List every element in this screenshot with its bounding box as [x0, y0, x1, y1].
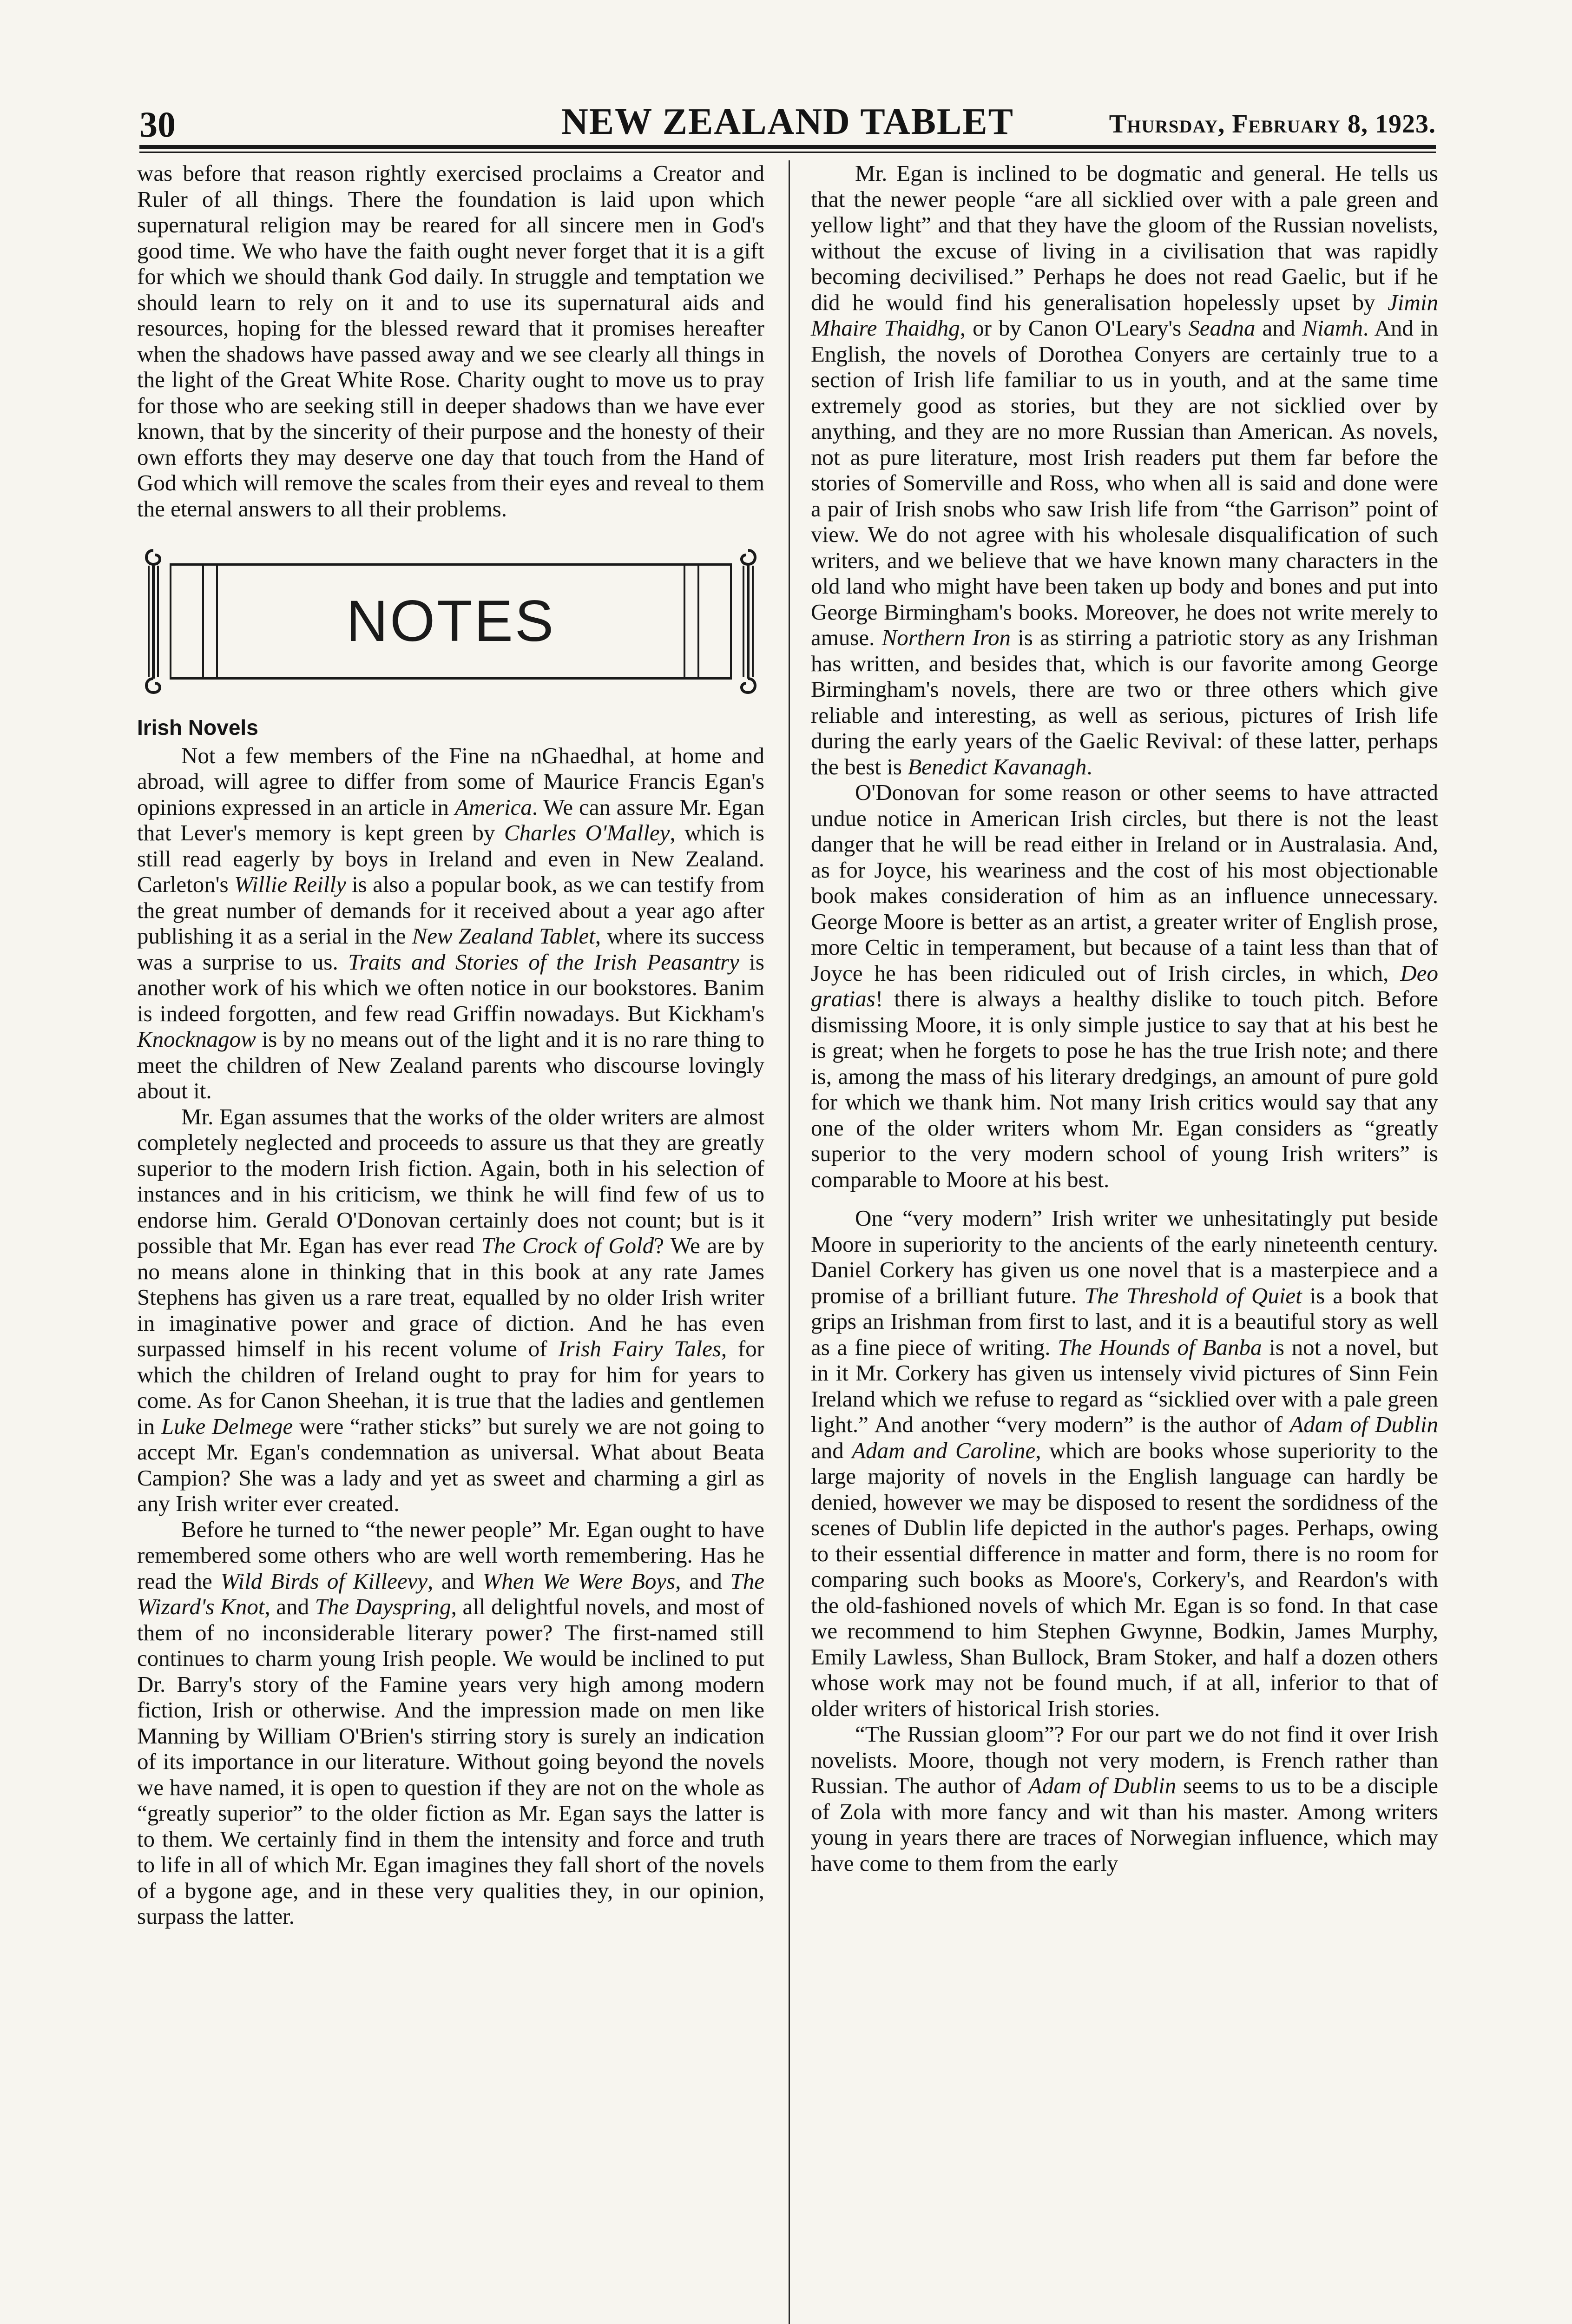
notes-banner [137, 545, 764, 698]
column-divider [789, 160, 790, 2324]
article-paragraph: Mr. Egan assumes that the works of the older writers are almost completely neglected and proceeds to assure us that they are greatly superior to the modern Irish fiction. Again, both in his selection of instances and in his criticism, we think he will find few of us to endorse him. Gerald O'Donovan certainly does not count; but is it possible that Mr. Egan has ever read The Crock of Gold? We are by no means alone in thinking that in this book at any rate James Stephens has given us a rare treat, equalled by no older Irish writer in imaginative power and grace of diction. And he has even surpassed himself in his recent volume of Irish Fairy Tales, for which the children of Ireland ought to pray for him for years to come. As for Canon Sheehan, it is true that the ladies and gentlemen in Luke Delmege were “rather sticks” but surely we are not going to accept Mr. Egan's condemnation as universal. What about Beata Campion? She was a lady and yet as sweet and charming a girl as any Irish writer ever created. [137, 1103, 764, 1516]
intro-paragraph: was before that reason rightly exercised proclaims a Creator and Ruler of all things. There the foundation is laid upon which supernatural religion may be reared for all sincere men in God's good time. We who have the faith ought never forget that it is a gift for which we should thank God daily. In struggle and temptation we should learn to rely on it and to use its supernatural aids and resources, hoping for the blessed reward that it promises hereafter when the shadows have passed away and we see clearly all things in the light of the Great White Rose. Charity ought to move us to pray for those who are seeking still in deeper shadows than we have ever known, that by the sincerity of their purpose and the honesty of their own efforts they may deserve one day that touch from the Hand of God which will remove the scales from their eyes and reveal to them the eternal answers to all their problems. [137, 160, 764, 522]
section-heading: Irish Novels [137, 715, 258, 739]
article-paragraph: One “very modern” Irish writer we unhesitatingly put beside Moore in superiority to the ancients of the early nineteenth century. Daniel Corkery has given us one novel that is a masterpiece and a promise of a brilliant future. The Threshold of Quiet is a book that grips an Irishman from first to last, and it is a beautiful story as well as a fine piece of writing. The Hounds of Banba is not a novel, but in it Mr. Corkery has given us intensely vivid pictures of Sinn Fein Ireland which we refuse to regard as “sicklied over with a pale green light.” And another “very modern” is the author of Adam of Dublin and Adam and Caroline, which are books whose superiority to the large majority of novels in the English language can hardly be denied, however we may be disposed to resent the sordidness of the scenes of Dublin life depicted in the author's pages. Perhaps, owing to their essential difference in matter and form, there is no room for comparing such books as Moore's, Corkery's, and Reardon's with the old-fashioned novels of which Mr. Egan is so fond. In that case we recommend to him Stephen Gwynne, Bodkin, James Murphy, Emily Lawless, Shan Bullock, Bram Stoker, and half a dozen others whose work may not be found much, if at all, inferior to that of older writers of historical Irish stories. [811, 1205, 1439, 1721]
article-paragraph: Before he turned to “the newer people” Mr. Egan ought to have remembered some others who are well worth remembering. Has he read the Wild Birds of Killeevy, and When We Were Boys, and The Wizard's Knot, and The Dayspring, all delightful novels, and most of them of no inconsiderable literary power? The first-named still continues to charm young Irish people. We would be inclined to put Dr. Barry's story of the Famine years very high among modern fiction, Irish or otherwise. And the impression made on men like Manning by William O'Brien's stirring story is surely an indication of its importance in our literature. Without going beyond the novels we have named, it is open to question if they are not on the whole as “greatly superior” to the older fiction as Mr. Egan says the latter is to them. We certainly find in them the intensity and force and truth to life in all of which Mr. Egan imagines they fall short of the novels of a bygone age, and in these very qualities they, in our opinion, surpass the latter. [137, 1516, 765, 1929]
article-paragraph: Not a few members of the Fine na nGhaedhal, at home and abroad, will agree to differ from some of Maurice Francis Egan's opinions expressed in an article in America. We can assure Mr. Egan that Lever's memory is kept green by Charles O'Malley, which is still read eagerly by boys in Ireland and even in New Zealand. Carleton's Willie Reilly is also a popular book, as we can testify from the great number of demands for it received about a year ago after publishing it as a serial in the New Zealand Tablet, where its success was a surprise to us. Traits and Stories of the Irish Peasantry is another work of his which we often notice in our bookstores. Banim is indeed forgotten, and few read Griffin nowadays. But Kickham's Knocknagow is by no means out of the light and it is no rare thing to meet the children of New Zealand parents who discourse lovingly about it. [137, 742, 765, 1103]
header-rule-thin [139, 152, 1436, 153]
page-number: 30 [139, 104, 176, 145]
article-paragraph: “The Russian gloom”? For our part we do not find it over Irish novelists. Moore, though not very modern, is French rather than Russian. The author of Adam of Dublin seems to us to be a disciple of Zola with more fancy and wit than his master. Among writers young in years there are traces of Norwegian influence, which may have come to them from the early [811, 1721, 1438, 1876]
article-paragraph: O'Donovan for some reason or other seems to have attracted undue notice in American Irish circles, but there is not the least danger that he will be read either in Ireland or in Australasia. And, as for Joyce, his weariness and the cost of his most objectionable book makes consideration of him as an influence unnecessary. George Moore is better as an artist, a greater writer of English prose, more Celtic in temperament, but because of a taint less than that of Joyce he has been ridiculed out of Irish circles, in which, Deo gratias! there is always a healthy dislike to touch pitch. Before dismissing Moore, it is only simple justice to say that at his best he is great; when he forgets to pose he has the true Irish note; and there is, among the mass of his literary dredgings, an amount of pure gold for which we thank him. Not many Irish critics would say that any one of the older writers whom Mr. Egan considers as “greatly superior to the very modern school of young Irish writers” is comparable to Moore at his best. [811, 779, 1438, 1192]
header-rule [139, 145, 1436, 149]
issue-date: Thursday, February 8, 1923. [1109, 110, 1436, 139]
scroll-ornament-icon [139, 545, 167, 698]
left-column [137, 160, 764, 1929]
scroll-ornament-icon [734, 545, 762, 698]
page-header [139, 100, 1436, 151]
right-column [811, 160, 1438, 1876]
notes-title: NOTES [346, 589, 556, 654]
article-paragraph: Mr. Egan is inclined to be dogmatic and general. He tells us that the newer people “are all sicklied over with a pale green and yellow light” and that they have the gloom of the Russian novelists, without the excuse of living in a civilisation that was rapidly becoming decivilised.” Perhaps he does not read Gaelic, but if he did he would find his generalisation hopelessly upset by Jimin Mhaire Thaidhg, or by Canon O'Leary's Seadna and Niamh. And in English, the novels of Dorothea Conyers are certainly true to a section of Irish life familiar to us in youth, and at the same time extremely good as stories, but they are not sicklied over by anything, and they are no more Russian than American. As novels, not as pure literature, most Irish readers put them far before the stories of Somerville and Ross, who when all is said and done were a pair of Irish snobs who saw Irish life from “the Garrison” point of view. We do not agree with his wholesale disqualification of such writers, and we believe that we have known many characters in the old land who might have been taken up body and bones and put into George Birmingham's books. Moreover, he does not write merely to amuse. Northern Iron is as stirring a patriotic story as any Irishman has written, and besides that, which is our favorite among George Birmingham's novels, there are two or three others which give reliable and interesting, as well as serious, pictures of Irish life during the early years of the Gaelic Revival: of these latter, perhaps the best is Benedict Kavanagh. [811, 160, 1439, 779]
masthead-title: NEW ZEALAND TABLET [561, 101, 1014, 142]
notes-frame-core [216, 563, 685, 680]
